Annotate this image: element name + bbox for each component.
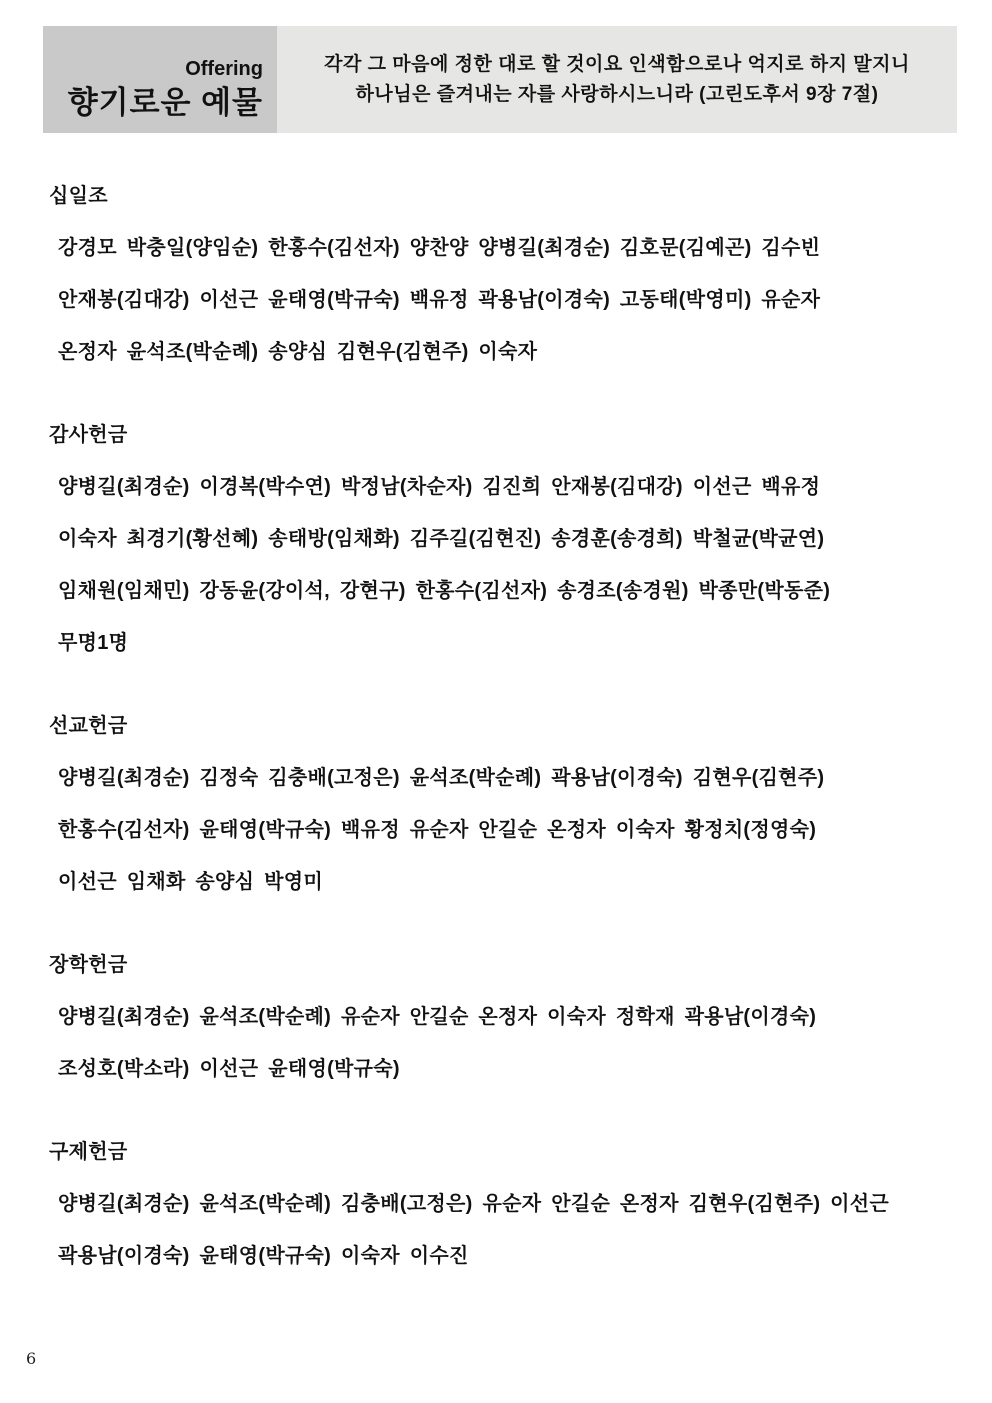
offering-names-line: 강경모 박충일(양임순) 한홍수(김선자) 양찬양 양병길(최경순) 김호문(김예곤) 김수빈: [58, 237, 821, 259]
offering-section: [49, 425, 961, 654]
offering-names-line: 조성호(박소라) 이선근 윤태영(박규숙): [58, 1058, 400, 1080]
section-title: 감사헌금: [49, 424, 128, 446]
section-title: 십일조: [49, 185, 108, 207]
offering-names-line: 이선근 임채화 송양심 박영미: [58, 871, 324, 893]
section-title: 장학헌금: [49, 954, 128, 976]
offering-names-line: 온정자 윤석조(박순례) 송양심 김현우(김현주) 이숙자: [58, 341, 538, 363]
offering-names-line: 무명1명: [58, 632, 129, 654]
offering-names-line: 이숙자 최경기(황선혜) 송태방(임채화) 김주길(김현진) 송경훈(송경희) 박철균(박균연): [58, 528, 825, 550]
offering-names-line: 안재봉(김대강) 이선근 윤태영(박규숙) 백유정 곽용남(이경숙) 고동태(박영미) 유순자: [58, 289, 821, 311]
offering-title: 향기로운 예물: [67, 85, 263, 120]
offering-section: [49, 186, 961, 363]
offering-header: [43, 26, 957, 133]
offering-names-line: 임채원(임채민) 강동윤(강이석, 강현구) 한홍수(김선자) 송경조(송경원) 박종만(박동준): [58, 580, 831, 602]
offering-names-line: 양병길(최경순) 윤석조(박순례) 유순자 안길순 온정자 이숙자 정학재 곽용남(이경숙): [58, 1006, 817, 1028]
offering-section: [49, 1142, 961, 1267]
offering-names-line: 곽용남(이경숙) 윤태영(박규숙) 이숙자 이수진: [58, 1245, 469, 1267]
offering-names-line: 양병길(최경순) 윤석조(박순례) 김충배(고정은) 유순자 안길순 온정자 김현우(김현주) 이선근: [58, 1193, 889, 1215]
page-number: 6: [26, 1349, 37, 1368]
verse-box: [277, 26, 957, 133]
offering-section: [49, 955, 961, 1080]
section-title: 구제헌금: [49, 1141, 128, 1163]
verse-line-2: 하나님은 즐겨내는 자를 사랑하시느니라 (고린도후서 9장 7절): [355, 83, 879, 105]
offering-section: [49, 716, 961, 893]
offering-names-line: 한홍수(김선자) 윤태영(박규숙) 백유정 유순자 안길순 온정자 이숙자 황정치(정영숙): [58, 819, 817, 841]
offering-title-box: [43, 26, 277, 133]
offering-label-en: Offering: [185, 58, 263, 80]
offering-names-line: 양병길(최경순) 김정숙 김충배(고정은) 윤석조(박순례) 곽용남(이경숙) 김현우(김현주): [58, 767, 825, 789]
offering-names-line: 양병길(최경순) 이경복(박수연) 박정남(차순자) 김진희 안재봉(김대강) 이선근 백유정: [58, 476, 821, 498]
offering-sections: [49, 186, 961, 1267]
verse-line-1: 각각 그 마음에 정한 대로 할 것이요 인색함으로나 억지로 하지 말지니: [324, 53, 910, 75]
section-title: 선교헌금: [49, 715, 128, 737]
